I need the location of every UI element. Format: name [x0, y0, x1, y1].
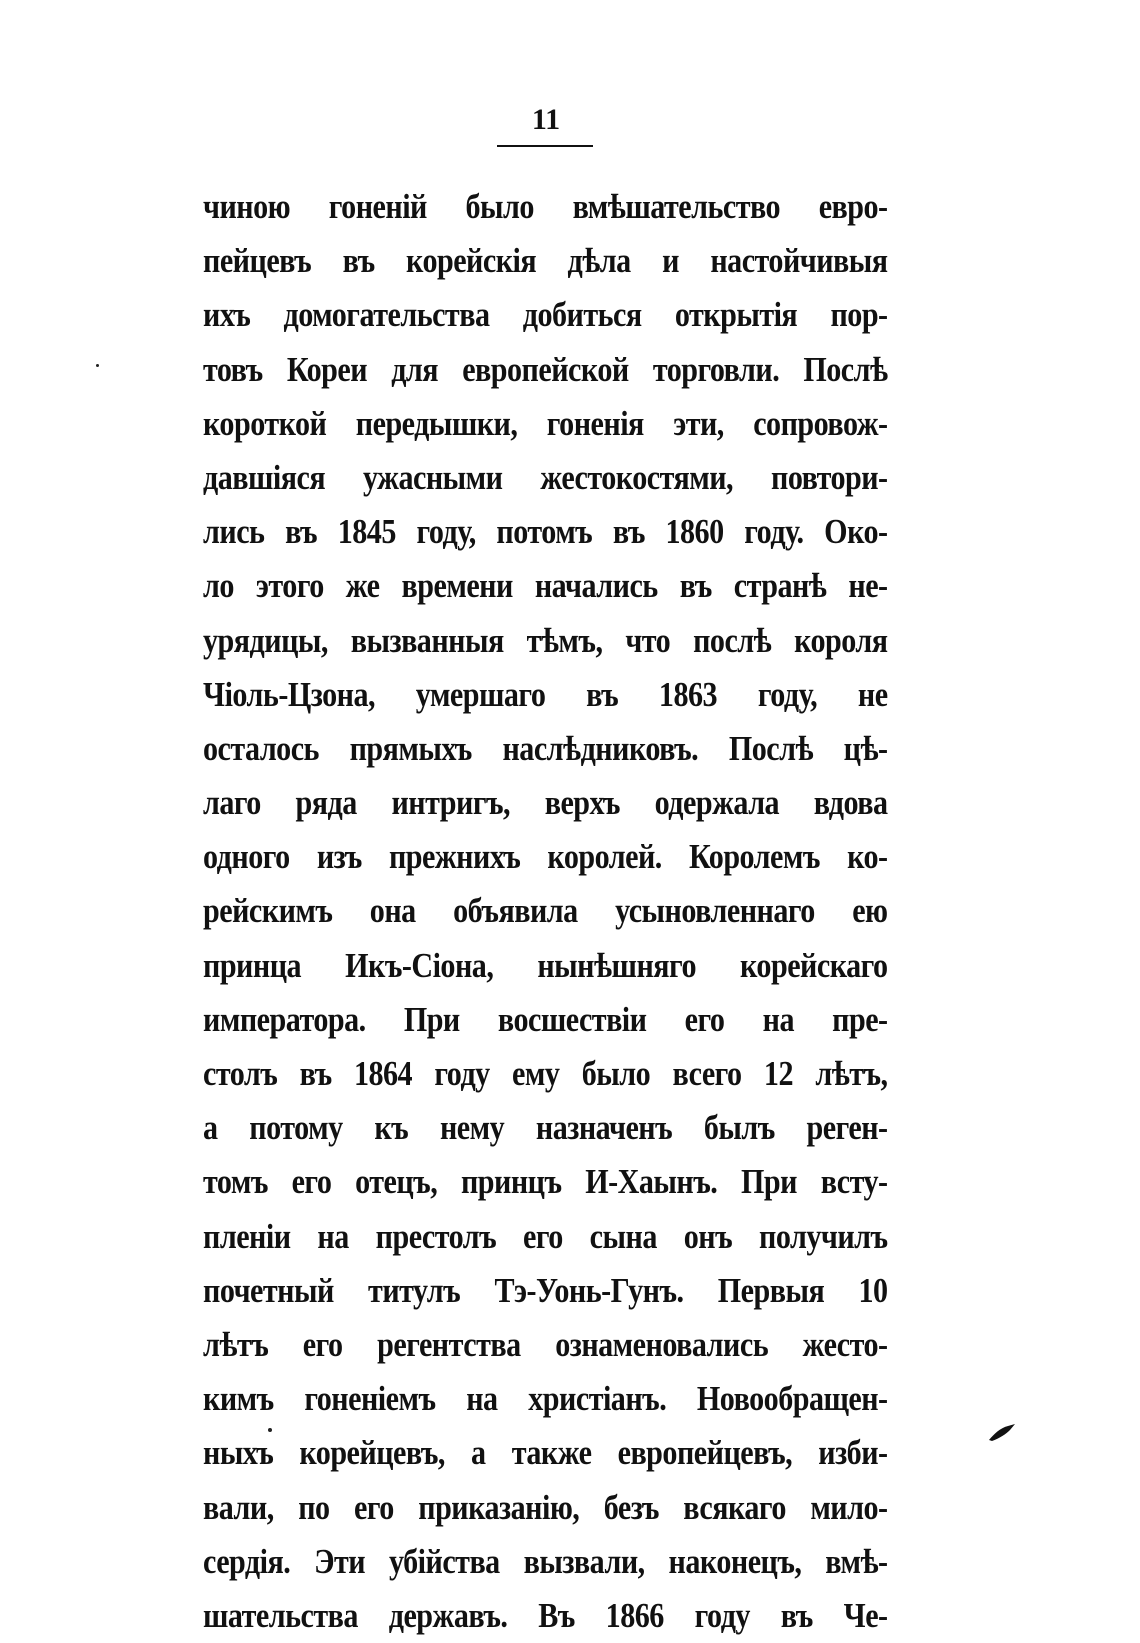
- text-line: товъ Кореи для европейской торговли. Послѣ: [203, 349, 888, 389]
- text-line: ныхъ корейцевъ, а также европейцевъ, изби-: [203, 1433, 888, 1473]
- text-line: а потому къ нему назначенъ былъ реген-: [203, 1108, 888, 1148]
- page-number: 11: [531, 103, 561, 136]
- text-line: лись въ 1845 году, потомъ въ 1860 году. Око-: [203, 512, 888, 552]
- text-line: вали, по его приказанію, безъ всякаго мило-: [203, 1487, 888, 1527]
- ink-speck: [96, 364, 99, 367]
- text-line: осталось прямыхъ наслѣдниковъ. Послѣ цѣ-: [203, 728, 888, 768]
- body-text: [203, 180, 888, 1643]
- text-line: императора. При восшествіи его на пре-: [203, 999, 888, 1039]
- text-line: одного изъ прежнихъ королей. Королемъ ко-: [203, 837, 888, 877]
- text-line: пленіи на престолъ его сына онъ получилъ: [203, 1216, 888, 1256]
- ink-smudge: [988, 1422, 1016, 1442]
- text-line: Чіоль-Цзона, умершаго въ 1863 году, не: [203, 674, 888, 714]
- text-line: шательства державъ. Въ 1866 году въ Че-: [203, 1595, 888, 1635]
- text-line: кимъ гоненіемъ на христіанъ. Новообращен-: [203, 1379, 888, 1419]
- text-line: чиною гоненій было вмѣшательство евро-: [203, 187, 888, 226]
- text-line: пейцевъ въ корейскія дѣла и настойчивыя: [203, 241, 888, 281]
- text-line: короткой передышки, гоненія эти, сопровож-: [203, 403, 888, 443]
- text-line: ло этого же времени начались въ странѣ не-: [203, 566, 888, 606]
- text-line: сердія. Эти убійства вызвали, наконецъ, вмѣ-: [203, 1541, 888, 1581]
- text-line: лѣтъ его регентства ознаменовались жесто-: [203, 1324, 888, 1364]
- text-line: почетный титулъ Тэ-Уонь-Гунъ. Первыя 10: [203, 1270, 888, 1310]
- text-line: принца Икъ-Сіона, нынѣшняго корейскаго: [203, 945, 888, 985]
- page-number-rule: [497, 145, 593, 147]
- text-line: урядицы, вызванныя тѣмъ, что послѣ короля: [203, 620, 888, 660]
- text-line: рейскимъ она объявила усыновленнаго ею: [203, 891, 888, 931]
- text-line: ихъ домогательства добиться открытія пор-: [203, 295, 888, 335]
- text-line: давшіяся ужасными жестокостями, повтори-: [203, 457, 888, 497]
- text-line: столъ въ 1864 году ему было всего 12 лѣтъ,: [203, 1054, 888, 1093]
- text-line: томъ его отецъ, принцъ И-Хаынъ. При всту-: [203, 1162, 888, 1202]
- ink-speck: [268, 1428, 272, 1432]
- text-line: лаго ряда интригъ, верхъ одержала вдова: [203, 783, 888, 823]
